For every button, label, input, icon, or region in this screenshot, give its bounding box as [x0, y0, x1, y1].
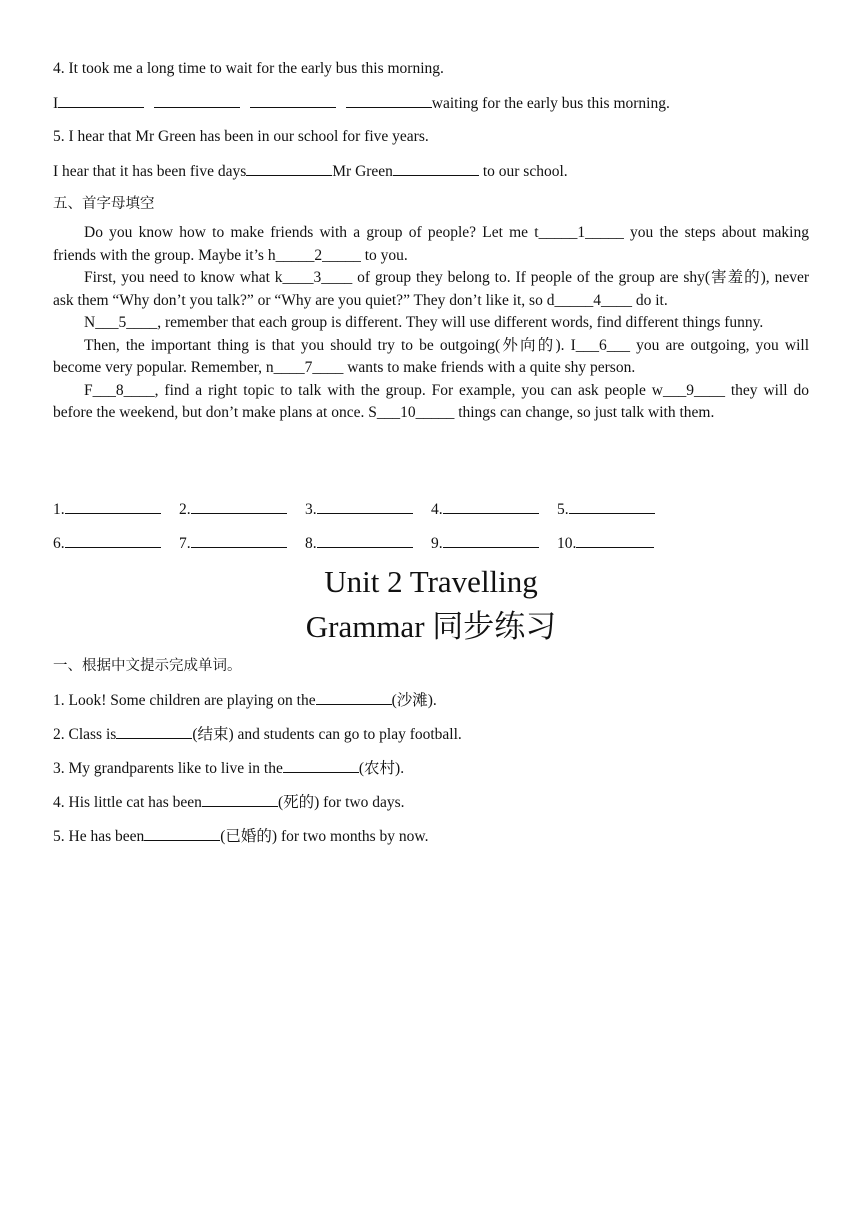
- answer-slot: [557, 499, 683, 520]
- vocab-question-1: [53, 690, 437, 711]
- answer-row-1: [53, 499, 683, 520]
- blank[interactable]: [317, 533, 413, 548]
- answer-number: 6.: [53, 535, 65, 552]
- answer-5-part-a: I hear that it has been five days: [53, 163, 247, 180]
- vocab-question-4: [53, 792, 405, 813]
- answer-number: 8.: [305, 535, 317, 552]
- vocab-question-2: [53, 724, 462, 745]
- blank[interactable]: [250, 93, 336, 108]
- passage-paragraph-3: N___5____, remember that each group is different. They will use different words, find different things funny.: [84, 314, 764, 331]
- answer-slot: [53, 533, 179, 554]
- answer-slot: [431, 499, 557, 520]
- answer-4-end: waiting for the early bus this morning.: [431, 95, 670, 112]
- question-text: 5. He has been: [53, 828, 145, 845]
- answer-number: 5.: [557, 501, 569, 518]
- question-4: 4. It took me a long time to wait for the early bus this morning.: [53, 60, 444, 77]
- passage-paragraph-2: First, you need to know what k____3____ of group they belong to. If people of the group are shy(害羞的), never ask them “Why don’t you talk?” or “Why are you quiet?” They don’t like it, so d_____4____ do it.: [53, 269, 809, 309]
- answer-number: 1.: [53, 501, 65, 518]
- answer-4-start: I: [53, 95, 59, 112]
- question-text: 1. Look! Some children are playing on the: [53, 692, 316, 709]
- question-5: 5. I hear that Mr Green has been in our school for five years.: [53, 128, 429, 145]
- section-5-heading: 五、首字母填空: [53, 196, 155, 212]
- answer-number: 7.: [179, 535, 191, 552]
- blank[interactable]: [283, 758, 359, 773]
- blank[interactable]: [316, 690, 392, 705]
- blank[interactable]: [144, 826, 220, 841]
- cloze-passage: [53, 222, 809, 425]
- blank[interactable]: [154, 93, 240, 108]
- question-hint: (沙滩).: [391, 692, 437, 709]
- vocab-question-5: [53, 826, 428, 847]
- passage-paragraph-5: F___8____, find a right topic to talk with the group. For example, you can ask people w___9____ they will do before the weekend, but don’t make plans at once. S___10_____ things can change, so just talk with them.: [53, 381, 809, 421]
- blank[interactable]: [317, 499, 413, 514]
- answer-slot: [179, 533, 305, 554]
- question-text: 2. Class is: [53, 726, 117, 743]
- vocab-question-3: [53, 758, 404, 779]
- answer-slot: [557, 533, 683, 554]
- answer-line-5: [53, 161, 568, 182]
- answer-slot: [179, 499, 305, 520]
- blank[interactable]: [202, 792, 278, 807]
- question-hint: (已婚的) for two months by now.: [220, 828, 429, 845]
- section-1-heading: 一、根据中文提示完成单词。: [53, 658, 242, 674]
- blank[interactable]: [116, 724, 192, 739]
- answer-5-part-b: Mr Green: [332, 163, 393, 180]
- answer-number: 10.: [557, 535, 577, 552]
- answer-slot: [305, 499, 431, 520]
- blank[interactable]: [191, 533, 287, 548]
- answer-line-4: [53, 93, 670, 114]
- blank[interactable]: [576, 533, 654, 548]
- question-text: 3. My grandparents like to live in the: [53, 760, 283, 777]
- passage-paragraph-1: Do you know how to make friends with a group of people? Let me t_____1_____ you the steps about making friends with the group. Maybe it’s h_____2_____ to you.: [53, 224, 809, 264]
- passage-paragraph-4: Then, the important thing is that you should try to be outgoing(外向的). I___6___ you are outgoing, you will become very popular. Remember, n____7____ wants to make friends with a quite shy person.: [53, 336, 809, 376]
- answer-row-2: [53, 533, 683, 554]
- question-hint: (农村).: [358, 760, 405, 777]
- blank[interactable]: [58, 93, 144, 108]
- blank[interactable]: [443, 533, 539, 548]
- answer-slot: [53, 499, 179, 520]
- blank[interactable]: [346, 93, 432, 108]
- question-hint: (结束) and students can go to play football.: [192, 726, 462, 743]
- blank[interactable]: [393, 161, 479, 176]
- blank[interactable]: [246, 161, 332, 176]
- question-hint: (死的) for two days.: [277, 794, 405, 811]
- answer-slot: [305, 533, 431, 554]
- answer-number: 9.: [431, 535, 443, 552]
- blank[interactable]: [191, 499, 287, 514]
- blank[interactable]: [65, 499, 161, 514]
- question-text: 4. His little cat has been: [53, 794, 202, 811]
- answer-number: 3.: [305, 501, 317, 518]
- answer-slot: [431, 533, 557, 554]
- blank[interactable]: [65, 533, 161, 548]
- answer-number: 2.: [179, 501, 191, 518]
- unit-subtitle: Grammar 同步练习: [305, 609, 557, 644]
- answer-5-part-c: to our school.: [478, 163, 568, 180]
- blank[interactable]: [443, 499, 539, 514]
- answer-number: 4.: [431, 501, 443, 518]
- blank[interactable]: [569, 499, 655, 514]
- unit-title: Unit 2 Travelling: [324, 564, 538, 599]
